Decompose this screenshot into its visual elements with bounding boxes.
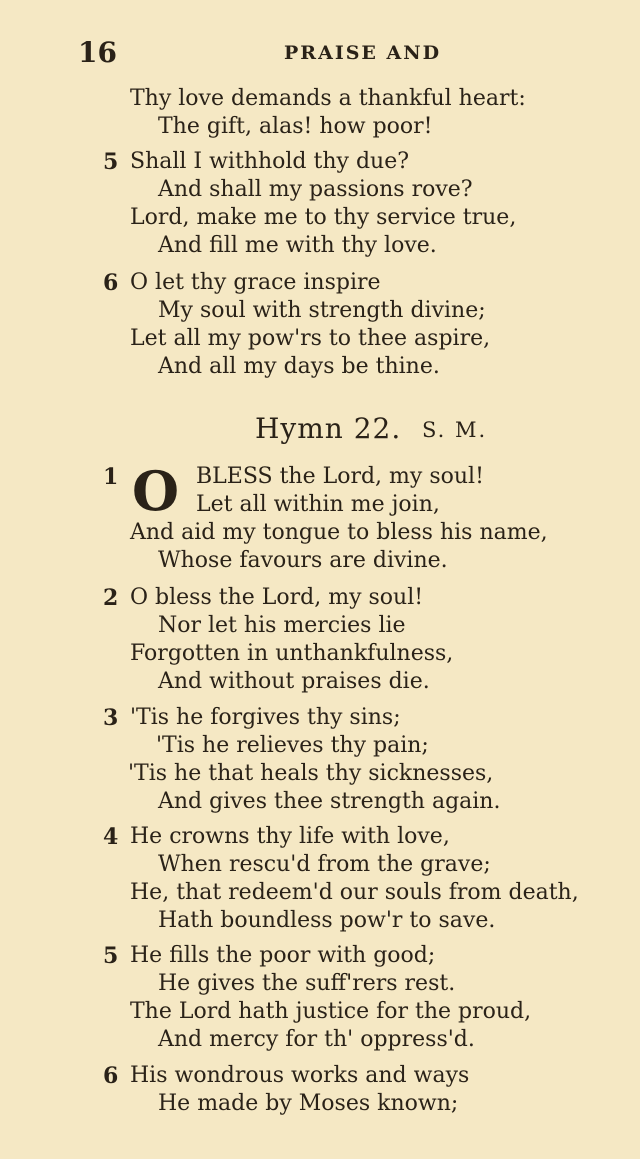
verse-number: 3 (103, 705, 119, 731)
verse-line: The Lord hath justice for the proud, (130, 999, 532, 1024)
verse-line: And all my days be thine. (158, 354, 440, 379)
verse-line: And fill me with thy love. (158, 233, 437, 258)
verse-line: And shall my passions rove? (158, 177, 473, 202)
verse-line: He, that redeem'd our souls from death, (130, 880, 579, 905)
running-title: PRAISE AND (284, 42, 442, 64)
verse-line: And aid my tongue to bless his name, (130, 520, 548, 545)
verse-number: 4 (103, 824, 119, 850)
verse-number: 5 (103, 943, 119, 969)
hymn-title: Hymn 22. (255, 412, 402, 445)
verse-line: 'Tis he forgives thy sins; (130, 705, 401, 730)
verse-number: 5 (103, 149, 119, 175)
verse-line: Forgotten in unthankfulness, (130, 641, 454, 666)
verse-line: The gift, alas! how poor! (158, 114, 433, 139)
verse-line: Lord, make me to thy service true, (130, 205, 517, 230)
verse-line: And without praises die. (158, 669, 430, 694)
verse-number: 6 (103, 1063, 119, 1089)
verse-line: Let all my pow'rs to thee aspire, (130, 326, 491, 351)
verse-number: 1 (103, 464, 119, 490)
verse-line: O bless the Lord, my soul! (130, 585, 424, 610)
verse-line: Shall I withhold thy due? (130, 149, 410, 174)
verse-line: He made by Moses known; (158, 1091, 459, 1116)
verse-line: He crowns thy life with love, (130, 824, 450, 849)
verse-line: He gives the suff'rers rest. (158, 971, 456, 996)
page-number: 16 (78, 36, 117, 69)
verse-line: 'Tis he relieves thy pain; (156, 733, 429, 758)
verse-line: Nor let his mercies lie (158, 613, 406, 638)
verse-line: Let all within me join, (196, 492, 440, 517)
verse-line: And gives thee strength again. (158, 789, 501, 814)
verse-number: 6 (103, 270, 119, 296)
drop-cap: O (132, 459, 180, 523)
verse-line: 'Tis he that heals thy sicknesses, (128, 761, 494, 786)
verse-line: And mercy for th' oppress'd. (158, 1027, 475, 1052)
hymn-meter: S. M. (422, 418, 488, 442)
verse-line: He fills the poor with good; (130, 943, 436, 968)
verse-line: When rescu'd from the grave; (158, 852, 491, 877)
verse-line: Whose favours are divine. (158, 548, 448, 573)
verse-line: O let thy grace inspire (130, 270, 381, 295)
verse-line: His wondrous works and ways (130, 1063, 470, 1088)
verse-line: Thy love demands a thankful heart: (130, 86, 526, 111)
verse-line: BLESS the Lord, my soul! (196, 464, 484, 489)
verse-number: 2 (103, 585, 119, 611)
verse-line: Hath boundless pow'r to save. (158, 908, 496, 933)
verse-line: My soul with strength divine; (158, 298, 486, 323)
